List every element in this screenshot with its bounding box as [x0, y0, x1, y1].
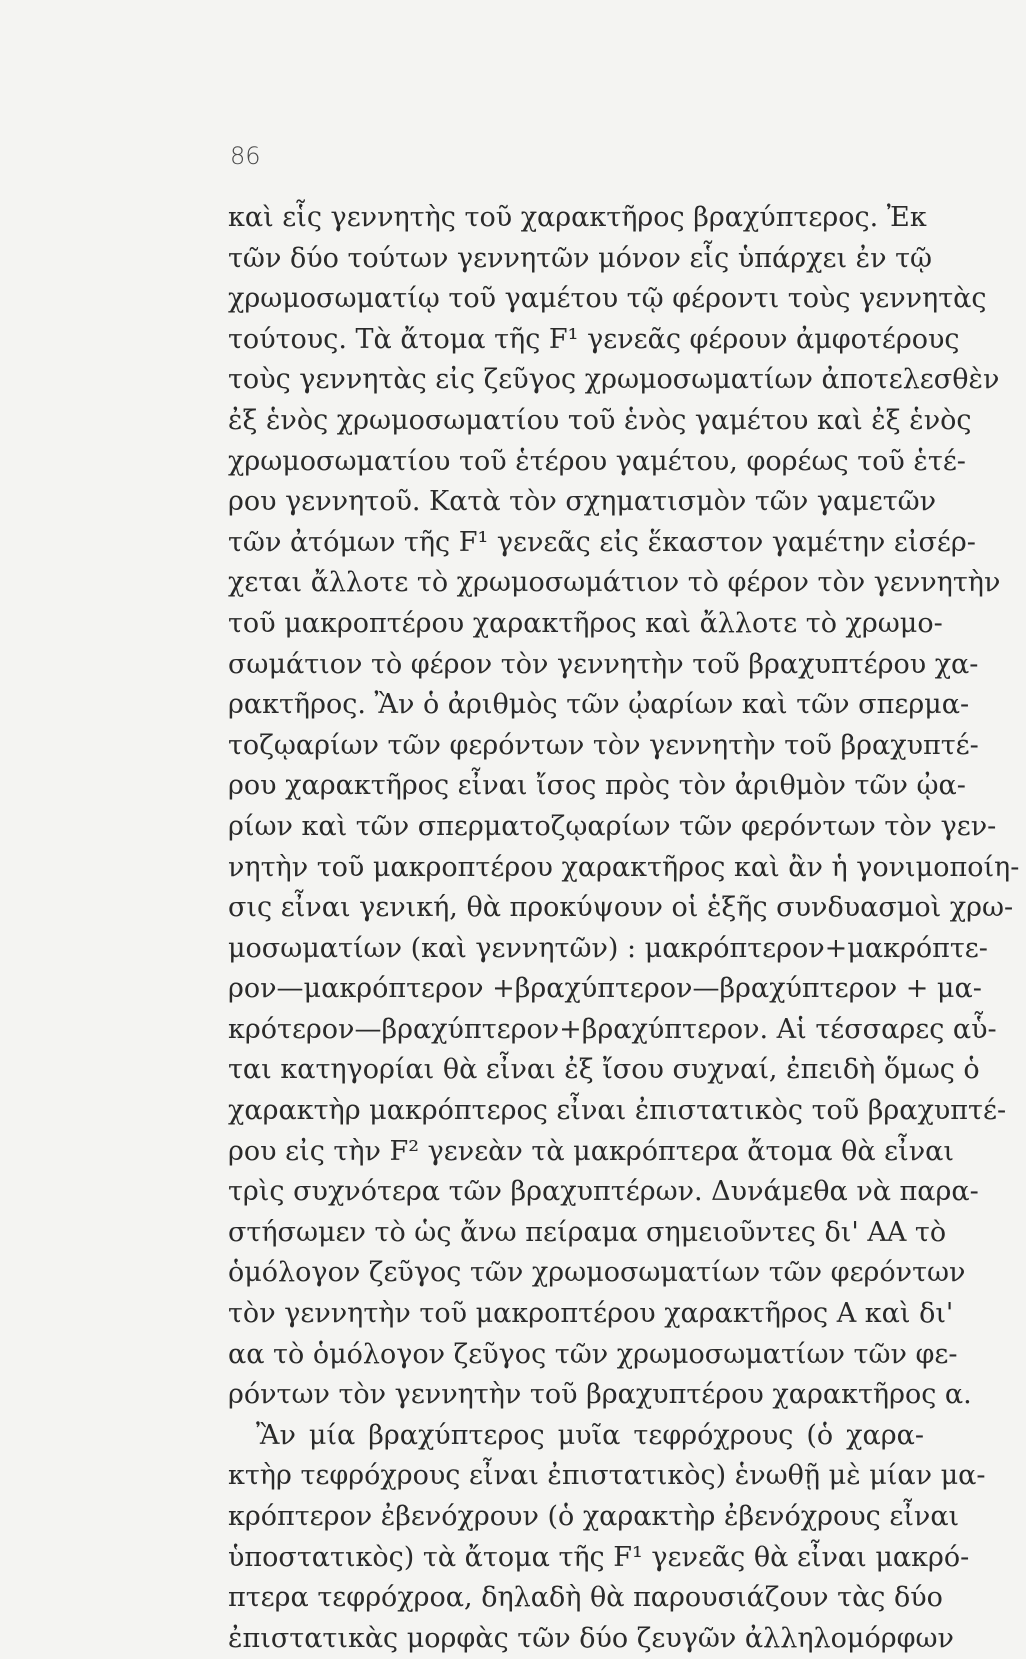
text-line: σις εἶναι γενική, θὰ προκύψουν οἱ ἑξῆς συνδυασμοὶ χρω- — [228, 892, 1014, 924]
text-line: τοῦ μακροπτέρου χαρακτῆρος καὶ ἄλλοτε τὸ χρωμο- — [228, 607, 943, 639]
text-line: πτερα τεφρόχροα, δηλαδὴ θὰ παρουσιάζουν τὰς δύο — [228, 1582, 943, 1614]
text-line: τούτους. Τὰ ἄτομα τῆς F¹ γενεᾶς φέρουν ἀμφοτέρους — [228, 323, 960, 355]
text-line: χρωμοσωματίῳ τοῦ γαμέτου τῷ φέροντι τοὺς γεννητὰς — [228, 283, 987, 315]
text-line: κρόπτερον ἐβενόχρουν (ὁ χαρακτὴρ ἐβενόχρους εἶναι — [228, 1501, 960, 1532]
text-line: τοὺς γεννητὰς εἰς ζεῦγος χρωμοσωματίων ἀποτελεσθὲν — [228, 364, 1000, 396]
page-number: 86 — [230, 142, 261, 170]
body-text — [228, 198, 1020, 1659]
text-line: κτὴρ τεφρόχρους εἶναι ἐπιστατικὸς) ἑνωθῇ μὲ μίαν μα- — [228, 1460, 986, 1492]
text-line: ἐπιστατικὰς μορφὰς τῶν δύο ζευγῶν ἀλληλομόρφων — [228, 1622, 954, 1654]
text-line: τῶν ἀτόμων τῆς F¹ γενεᾶς εἰς ἕκαστον γαμέτην εἰσέρ- — [228, 526, 976, 558]
text-line: ρου γεννητοῦ. Κατὰ τὸν σχηματισμὸν τῶν γαμετῶν — [228, 486, 937, 518]
text-line: κρότερον—βραχύπτερον+βραχύπτερον. Αἱ τέσσαρες αὗ- — [228, 1013, 997, 1045]
text-line: τὸν γεννητὴν τοῦ μακροπτέρου χαρακτῆρος Α καὶ δι' — [228, 1298, 954, 1330]
text-line: ἐξ ἑνὸς χρωμοσωματίου τοῦ ἑνὸς γαμέτου καὶ ἐξ ἑνὸς — [228, 404, 972, 436]
text-line: ρόντων τὸν γεννητὴν τοῦ βραχυπτέρου χαρακτῆρος α. — [228, 1379, 972, 1411]
text-line: Ἂν μία βραχύπτερος μυῖα τεφρόχρους (ὁ χαρα- — [256, 1419, 924, 1451]
text-line: μοσωματίων (καὶ γεννητῶν) : μακρόπτερον+μακρόπτε- — [228, 932, 988, 964]
text-line: σωμάτιον τὸ φέρον τὸν γεννητὴν τοῦ βραχυπτέρου χα- — [228, 648, 979, 680]
text-line: ρου χαρακτῆρος εἶναι ἴσος πρὸς τὸν ἀριθμὸν τῶν ᾠα- — [228, 770, 966, 802]
text-line: στήσωμεν τὸ ὡς ἄνω πείραμα σημειοῦντες δι' ΑΑ τὸ — [228, 1216, 947, 1248]
text-line: νητὴν τοῦ μακροπτέρου χαρακτῆρος καὶ ἂν ἡ γονιμοποίη- — [228, 851, 1020, 883]
text-line: ρον—μακρόπτερον +βραχύπτερον—βραχύπτερον + μα- — [228, 973, 982, 1005]
text-line: αα τὸ ὁμόλογον ζεῦγος τῶν χρωμοσωματίων τῶν φε- — [228, 1338, 958, 1370]
text-line: χαρακτὴρ μακρόπτερος εἶναι ἐπιστατικὸς τοῦ βραχυπτέ- — [228, 1095, 1007, 1127]
text-line: τρὶς συχνότερα τῶν βραχυπτέρων. Δυνάμεθα νὰ παρα- — [228, 1176, 979, 1208]
text-line: ὑποστατικὸς) τὰ ἄτομα τῆς F¹ γενεᾶς θὰ εἶναι μακρό- — [228, 1541, 970, 1573]
text-line: χρωμοσωματίου τοῦ ἑτέρου γαμέτου, φορέως τοῦ ἑτέ- — [228, 445, 966, 477]
text-line: ρακτῆρος. Ἂν ὁ ἀριθμὸς τῶν ᾠαρίων καὶ τῶν σπερμα- — [228, 689, 970, 721]
text-line: χεται ἄλλοτε τὸ χρωμοσωμάτιον τὸ φέρον τὸν γεννητὴν — [228, 567, 1001, 599]
text-line: ρου εἰς τὴν F² γενεὰν τὰ μακρόπτερα ἄτομα θὰ εἶναι — [228, 1135, 954, 1167]
text-line: ὁμόλογον ζεῦγος τῶν χρωμοσωματίων τῶν φερόντων — [228, 1257, 966, 1289]
text-line: τῶν δύο τούτων γεννητῶν μόνον εἷς ὑπάρχει ἐν τῷ — [228, 242, 933, 274]
text-line: τοζῳαρίων τῶν φερόντων τὸν γεννητὴν τοῦ βραχυπτέ- — [228, 729, 979, 761]
text-line: καὶ εἷς γεννητὴς τοῦ χαρακτῆρος βραχύπτερος. Ἐκ — [228, 202, 927, 233]
text-line: ρίων καὶ τῶν σπερματοζῳαρίων τῶν φερόντων τὸν γεν- — [228, 810, 997, 842]
text-line: ται κατηγορίαι θὰ εἶναι ἐξ ἴσου συχναί, ἐπειδὴ ὅμως ὁ — [228, 1054, 980, 1086]
